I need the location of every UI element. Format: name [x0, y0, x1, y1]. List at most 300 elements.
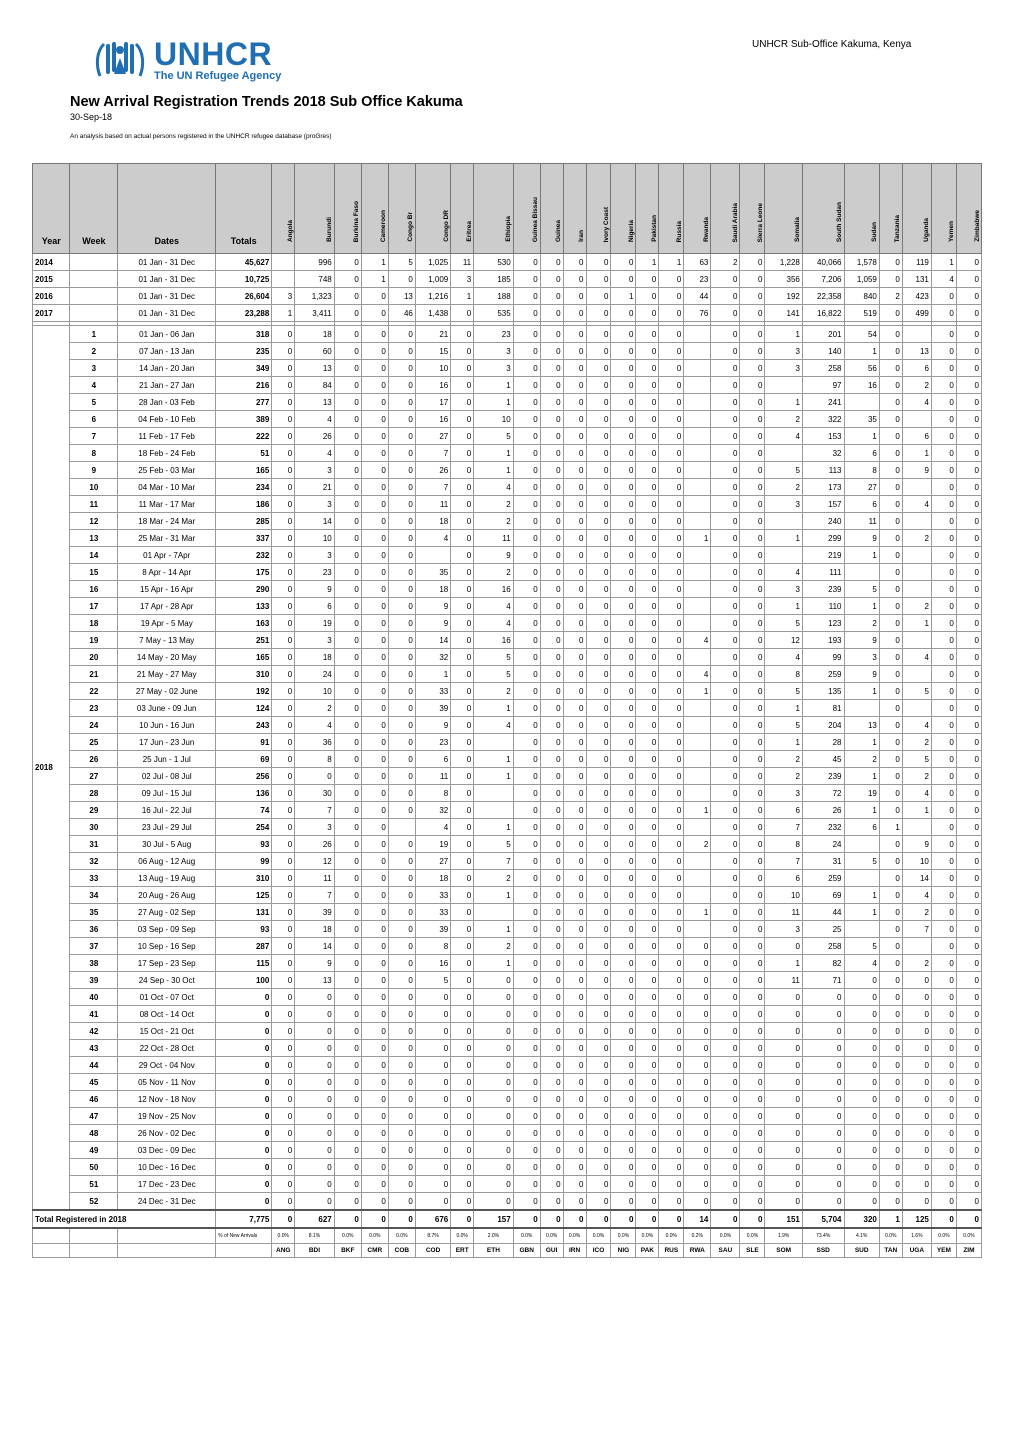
value-cell: 0: [563, 717, 586, 734]
value-cell: 0: [636, 870, 659, 887]
value-cell: 0: [451, 326, 474, 343]
value-cell: 0: [540, 1040, 563, 1057]
value-cell: 0: [956, 1125, 981, 1142]
value-cell: 0: [563, 1142, 586, 1159]
week-number: 20: [70, 649, 118, 666]
country-code-cell: GBN: [513, 1244, 540, 1258]
col-header-country: [711, 164, 740, 254]
value-cell: [684, 768, 711, 785]
value-cell: 0: [802, 1023, 844, 1040]
col-header-country: [844, 164, 879, 254]
value-cell: 0: [513, 394, 540, 411]
value-cell: 0: [931, 513, 956, 530]
value-cell: 0: [295, 1108, 335, 1125]
value-cell: 0: [388, 1040, 415, 1057]
value-cell: 3,411: [295, 305, 335, 322]
col-header-country-label: Uganda: [923, 218, 931, 242]
value-cell: 0: [513, 921, 540, 938]
value-cell: 0: [388, 496, 415, 513]
value-cell: 0: [295, 1057, 335, 1074]
value-cell: 1: [659, 254, 684, 271]
value-cell: 0: [902, 1142, 931, 1159]
value-cell: [684, 887, 711, 904]
value-cell: [844, 870, 879, 887]
value-cell: 0: [334, 1176, 361, 1193]
value-cell: 0: [611, 1125, 636, 1142]
value-cell: 0: [513, 1125, 540, 1142]
value-cell: 0: [956, 496, 981, 513]
value-cell: 0: [879, 768, 902, 785]
week-row: [33, 666, 982, 683]
value-cell: 0: [563, 955, 586, 972]
pct-cell: 1.9%: [765, 1228, 802, 1244]
dates-cell: 25 Feb - 03 Mar: [118, 462, 216, 479]
value-cell: 0: [513, 717, 540, 734]
total-cell: 318: [216, 326, 272, 343]
value-cell: 240: [802, 513, 844, 530]
week-row: [33, 547, 982, 564]
value-cell: 239: [802, 581, 844, 598]
pct-cell: 8.1%: [295, 1228, 335, 1244]
week-row: [33, 326, 982, 343]
value-cell: 0: [765, 1091, 802, 1108]
value-cell: 0: [586, 887, 611, 904]
value-cell: 0: [879, 1125, 902, 1142]
value-cell: 0: [272, 377, 295, 394]
value-cell: 0: [513, 683, 540, 700]
value-cell: 0: [711, 271, 740, 288]
value-cell: 33: [415, 887, 450, 904]
week-row: [33, 1159, 982, 1176]
value-cell: 0: [740, 649, 765, 666]
value-cell: 0: [740, 428, 765, 445]
col-header-country-label: Sudan: [871, 222, 879, 242]
value-cell: 0: [513, 904, 540, 921]
value-cell: 0: [513, 1074, 540, 1091]
week-number: 10: [70, 479, 118, 496]
col-header-country-label: Sierra Leone: [756, 202, 764, 242]
value-cell: 27: [415, 428, 450, 445]
value-cell: [474, 904, 514, 921]
total-cell: 287: [216, 938, 272, 955]
value-cell: 0: [513, 751, 540, 768]
value-cell: [902, 581, 931, 598]
value-cell: 0: [931, 445, 956, 462]
value-cell: 6: [902, 360, 931, 377]
country-code-cell: ICO: [586, 1244, 611, 1258]
value-cell: 99: [802, 649, 844, 666]
pct-cell: 0.0%: [451, 1228, 474, 1244]
value-cell: 0: [956, 445, 981, 462]
dates-cell: 10 Dec - 16 Dec: [118, 1159, 216, 1176]
value-cell: [684, 853, 711, 870]
value-cell: 0: [931, 785, 956, 802]
col-header-country-label: Guinea: [555, 219, 563, 242]
week-row: [33, 1023, 982, 1040]
value-cell: 0: [902, 972, 931, 989]
value-cell: 0: [451, 496, 474, 513]
value-cell: 7: [415, 445, 450, 462]
blank-cell: [118, 1228, 216, 1244]
value-cell: 6: [902, 428, 931, 445]
value-cell: 0: [684, 1125, 711, 1142]
value-cell: 0: [740, 802, 765, 819]
value-cell: 0: [659, 1091, 684, 1108]
value-cell: 56: [844, 360, 879, 377]
value-cell: 0: [711, 479, 740, 496]
value-cell: [902, 513, 931, 530]
value-cell: 0: [540, 254, 563, 271]
value-cell: 0: [334, 581, 361, 598]
value-cell: 0: [474, 1125, 514, 1142]
dates-cell: 01 Jan - 31 Dec: [118, 254, 216, 271]
value-cell: 0: [272, 1125, 295, 1142]
value-cell: 0: [586, 938, 611, 955]
value-cell: 5: [844, 581, 879, 598]
value-cell: 0: [272, 411, 295, 428]
value-cell: 6: [295, 598, 335, 615]
country-code-cell: COD: [415, 1244, 450, 1258]
value-cell: 19: [295, 615, 335, 632]
week-number: 1: [70, 326, 118, 343]
value-cell: 0: [361, 1040, 388, 1057]
value-cell: 0: [659, 1108, 684, 1125]
value-cell: 0: [415, 1023, 450, 1040]
value-cell: 0: [659, 462, 684, 479]
value-cell: 0: [586, 394, 611, 411]
value-cell: 0: [659, 972, 684, 989]
value-cell: 519: [844, 305, 879, 322]
col-header-country: [684, 164, 711, 254]
value-cell: 0: [659, 802, 684, 819]
total-cell: 285: [216, 513, 272, 530]
value-cell: 0: [956, 288, 981, 305]
value-cell: 0: [586, 1176, 611, 1193]
dates-cell: 01 Jan - 31 Dec: [118, 271, 216, 288]
value-cell: 0: [844, 1176, 879, 1193]
value-cell: 0: [388, 581, 415, 598]
dates-cell: 15 Oct - 21 Oct: [118, 1023, 216, 1040]
value-cell: 258: [802, 360, 844, 377]
value-cell: 16: [415, 377, 450, 394]
value-cell: 0: [740, 1074, 765, 1091]
value-cell: 0: [711, 768, 740, 785]
value-cell: 0: [272, 462, 295, 479]
value-cell: 0: [636, 305, 659, 322]
total-cell: 69: [216, 751, 272, 768]
value-cell: 0: [334, 1023, 361, 1040]
value-cell: 0: [956, 305, 981, 322]
value-cell: 0: [844, 989, 879, 1006]
value-cell: 82: [802, 955, 844, 972]
value-cell: 0: [684, 972, 711, 989]
value-cell: 2: [474, 513, 514, 530]
value-cell: 0: [711, 394, 740, 411]
value-cell: 0: [540, 530, 563, 547]
value-cell: 0: [611, 1142, 636, 1159]
value-cell: 31: [802, 853, 844, 870]
value-cell: 0: [879, 271, 902, 288]
value-cell: 0: [879, 989, 902, 1006]
week-number: 46: [70, 1091, 118, 1108]
value-cell: 0: [563, 1176, 586, 1193]
col-header-country: [415, 164, 450, 254]
value-cell: 16: [474, 581, 514, 598]
value-cell: 0: [956, 513, 981, 530]
value-cell: 1: [361, 271, 388, 288]
col-header-country-label: Cameroon: [380, 209, 388, 242]
total-value-cell: 0: [540, 1210, 563, 1228]
value-cell: 0: [636, 462, 659, 479]
value-cell: 11: [451, 254, 474, 271]
total-cell: 0: [216, 1159, 272, 1176]
value-cell: 0: [451, 802, 474, 819]
value-cell: 0: [563, 632, 586, 649]
value-cell: 0: [611, 751, 636, 768]
value-cell: 10: [765, 887, 802, 904]
pct-cell: 0.0%: [931, 1228, 956, 1244]
value-cell: 0: [879, 615, 902, 632]
total-cell: 91: [216, 734, 272, 751]
value-cell: 0: [272, 785, 295, 802]
col-header-country: [388, 164, 415, 254]
value-cell: [684, 598, 711, 615]
value-cell: 3: [295, 632, 335, 649]
total-value-cell: 0: [586, 1210, 611, 1228]
value-cell: 9: [844, 666, 879, 683]
value-cell: 0: [659, 1142, 684, 1159]
value-cell: 0: [334, 632, 361, 649]
value-cell: 11: [765, 972, 802, 989]
value-cell: 0: [272, 683, 295, 700]
week-number: 29: [70, 802, 118, 819]
total-value-cell: 627: [295, 1210, 335, 1228]
value-cell: 0: [931, 360, 956, 377]
value-cell: 0: [563, 1108, 586, 1125]
value-cell: 0: [740, 343, 765, 360]
value-cell: [684, 513, 711, 530]
dates-cell: 04 Feb - 10 Feb: [118, 411, 216, 428]
value-cell: 81: [802, 700, 844, 717]
value-cell: 0: [563, 1023, 586, 1040]
country-code-cell: GUI: [540, 1244, 563, 1258]
value-cell: 6: [844, 819, 879, 836]
value-cell: 0: [451, 904, 474, 921]
value-cell: 5: [388, 254, 415, 271]
total-cell: 0: [216, 1142, 272, 1159]
value-cell: 0: [513, 360, 540, 377]
value-cell: 0: [659, 377, 684, 394]
value-cell: 0: [844, 972, 879, 989]
value-cell: 32: [415, 802, 450, 819]
value-cell: 0: [636, 972, 659, 989]
value-cell: 0: [931, 836, 956, 853]
value-cell: 0: [513, 445, 540, 462]
value-cell: 0: [334, 1142, 361, 1159]
value-cell: 0: [765, 1176, 802, 1193]
value-cell: 0: [611, 887, 636, 904]
value-cell: [902, 411, 931, 428]
value-cell: 0: [636, 479, 659, 496]
value-cell: 0: [711, 462, 740, 479]
value-cell: 0: [388, 547, 415, 564]
value-cell: 0: [802, 1159, 844, 1176]
value-cell: 26: [295, 428, 335, 445]
value-cell: 1: [474, 394, 514, 411]
country-code-cell: ANG: [272, 1244, 295, 1258]
value-cell: 0: [388, 938, 415, 955]
value-cell: 4: [765, 564, 802, 581]
value-cell: 0: [931, 819, 956, 836]
value-cell: 0: [611, 632, 636, 649]
value-cell: 10: [295, 683, 335, 700]
value-cell: 0: [563, 598, 586, 615]
value-cell: 0: [451, 836, 474, 853]
total-cell: 0: [216, 1193, 272, 1211]
total-value-cell: 0: [711, 1210, 740, 1228]
value-cell: 5: [474, 428, 514, 445]
logo-tagline: The UN Refugee Agency: [154, 70, 282, 82]
value-cell: 0: [956, 462, 981, 479]
value-cell: 0: [361, 615, 388, 632]
col-header-country-label: Ivory Coast: [602, 206, 610, 242]
week-number: 6: [70, 411, 118, 428]
value-cell: 0: [684, 1023, 711, 1040]
week-number: 14: [70, 547, 118, 564]
dates-cell: 12 Nov - 18 Nov: [118, 1091, 216, 1108]
value-cell: 0: [659, 288, 684, 305]
value-cell: 27: [415, 853, 450, 870]
value-cell: 0: [611, 1040, 636, 1057]
value-cell: 0: [931, 411, 956, 428]
value-cell: 4: [684, 632, 711, 649]
value-cell: 0: [540, 921, 563, 938]
value-cell: 0: [711, 1057, 740, 1074]
dates-cell: 29 Oct - 04 Nov: [118, 1057, 216, 1074]
value-cell: 0: [361, 734, 388, 751]
week-number: 4: [70, 377, 118, 394]
value-cell: 0: [361, 564, 388, 581]
value-cell: 0: [451, 972, 474, 989]
dates-cell: 8 Apr - 14 Apr: [118, 564, 216, 581]
value-cell: 0: [636, 615, 659, 632]
value-cell: 5: [415, 972, 450, 989]
value-cell: 0: [931, 683, 956, 700]
value-cell: 0: [956, 972, 981, 989]
value-cell: 0: [740, 819, 765, 836]
total-cell: 337: [216, 530, 272, 547]
value-cell: 0: [334, 717, 361, 734]
value-cell: 0: [636, 989, 659, 1006]
value-cell: 0: [388, 717, 415, 734]
value-cell: 0: [879, 666, 902, 683]
dates-cell: 19 Apr - 5 May: [118, 615, 216, 632]
value-cell: 27: [844, 479, 879, 496]
value-cell: 0: [540, 751, 563, 768]
value-cell: [684, 326, 711, 343]
value-cell: 0: [659, 768, 684, 785]
week-row: [33, 955, 982, 972]
value-cell: 0: [659, 360, 684, 377]
value-cell: 0: [563, 870, 586, 887]
total-value-cell: 0: [388, 1210, 415, 1228]
country-code-cell: ZIM: [956, 1244, 981, 1258]
logo-wordmark: UNHCR: [154, 36, 273, 72]
total-cell: 100: [216, 972, 272, 989]
value-cell: 0: [334, 1159, 361, 1176]
value-cell: 4: [902, 649, 931, 666]
value-cell: 0: [451, 1193, 474, 1211]
week-row: [33, 921, 982, 938]
value-cell: 0: [931, 1040, 956, 1057]
value-cell: 16: [844, 377, 879, 394]
value-cell: 10: [415, 360, 450, 377]
unhcr-logo: [92, 36, 281, 84]
dates-cell: 27 May - 02 June: [118, 683, 216, 700]
value-cell: 1,228: [765, 254, 802, 271]
value-cell: 19: [415, 836, 450, 853]
value-cell: 3: [451, 271, 474, 288]
total-cell: 45,627: [216, 254, 272, 271]
value-cell: 14: [902, 870, 931, 887]
col-header-country-label: Iran: [578, 230, 585, 242]
value-cell: 0: [415, 1091, 450, 1108]
dates-cell: 07 Jan - 13 Jan: [118, 343, 216, 360]
value-cell: 0: [684, 1057, 711, 1074]
total-cell: 0: [216, 1040, 272, 1057]
value-cell: 3: [295, 462, 335, 479]
value-cell: 0: [563, 785, 586, 802]
value-cell: 0: [540, 1091, 563, 1108]
value-cell: 0: [272, 717, 295, 734]
value-cell: 0: [902, 1193, 931, 1211]
value-cell: [684, 377, 711, 394]
value-cell: 32: [415, 649, 450, 666]
value-cell: 0: [586, 717, 611, 734]
value-cell: 0: [659, 785, 684, 802]
value-cell: 0: [272, 496, 295, 513]
value-cell: 0: [586, 1108, 611, 1125]
value-cell: 0: [611, 802, 636, 819]
value-cell: 0: [540, 598, 563, 615]
value-cell: 0: [956, 394, 981, 411]
col-header-country: [513, 164, 540, 254]
value-cell: 0: [295, 768, 335, 785]
value-cell: 2: [765, 751, 802, 768]
value-cell: 0: [659, 1040, 684, 1057]
value-cell: 0: [513, 326, 540, 343]
value-cell: [765, 377, 802, 394]
value-cell: 0: [879, 904, 902, 921]
value-cell: 0: [361, 887, 388, 904]
week-row: [33, 717, 982, 734]
value-cell: 1: [844, 734, 879, 751]
col-header-country: [474, 164, 514, 254]
week-row: [33, 1176, 982, 1193]
value-cell: 0: [540, 1006, 563, 1023]
value-cell: 26: [415, 462, 450, 479]
value-cell: 0: [563, 972, 586, 989]
value-cell: 0: [611, 564, 636, 581]
value-cell: 0: [802, 1074, 844, 1091]
value-cell: 0: [711, 377, 740, 394]
total-cell: 93: [216, 836, 272, 853]
value-cell: [684, 564, 711, 581]
value-cell: 0: [636, 751, 659, 768]
value-cell: 0: [563, 1006, 586, 1023]
value-cell: 0: [586, 496, 611, 513]
value-cell: 44: [802, 904, 844, 921]
